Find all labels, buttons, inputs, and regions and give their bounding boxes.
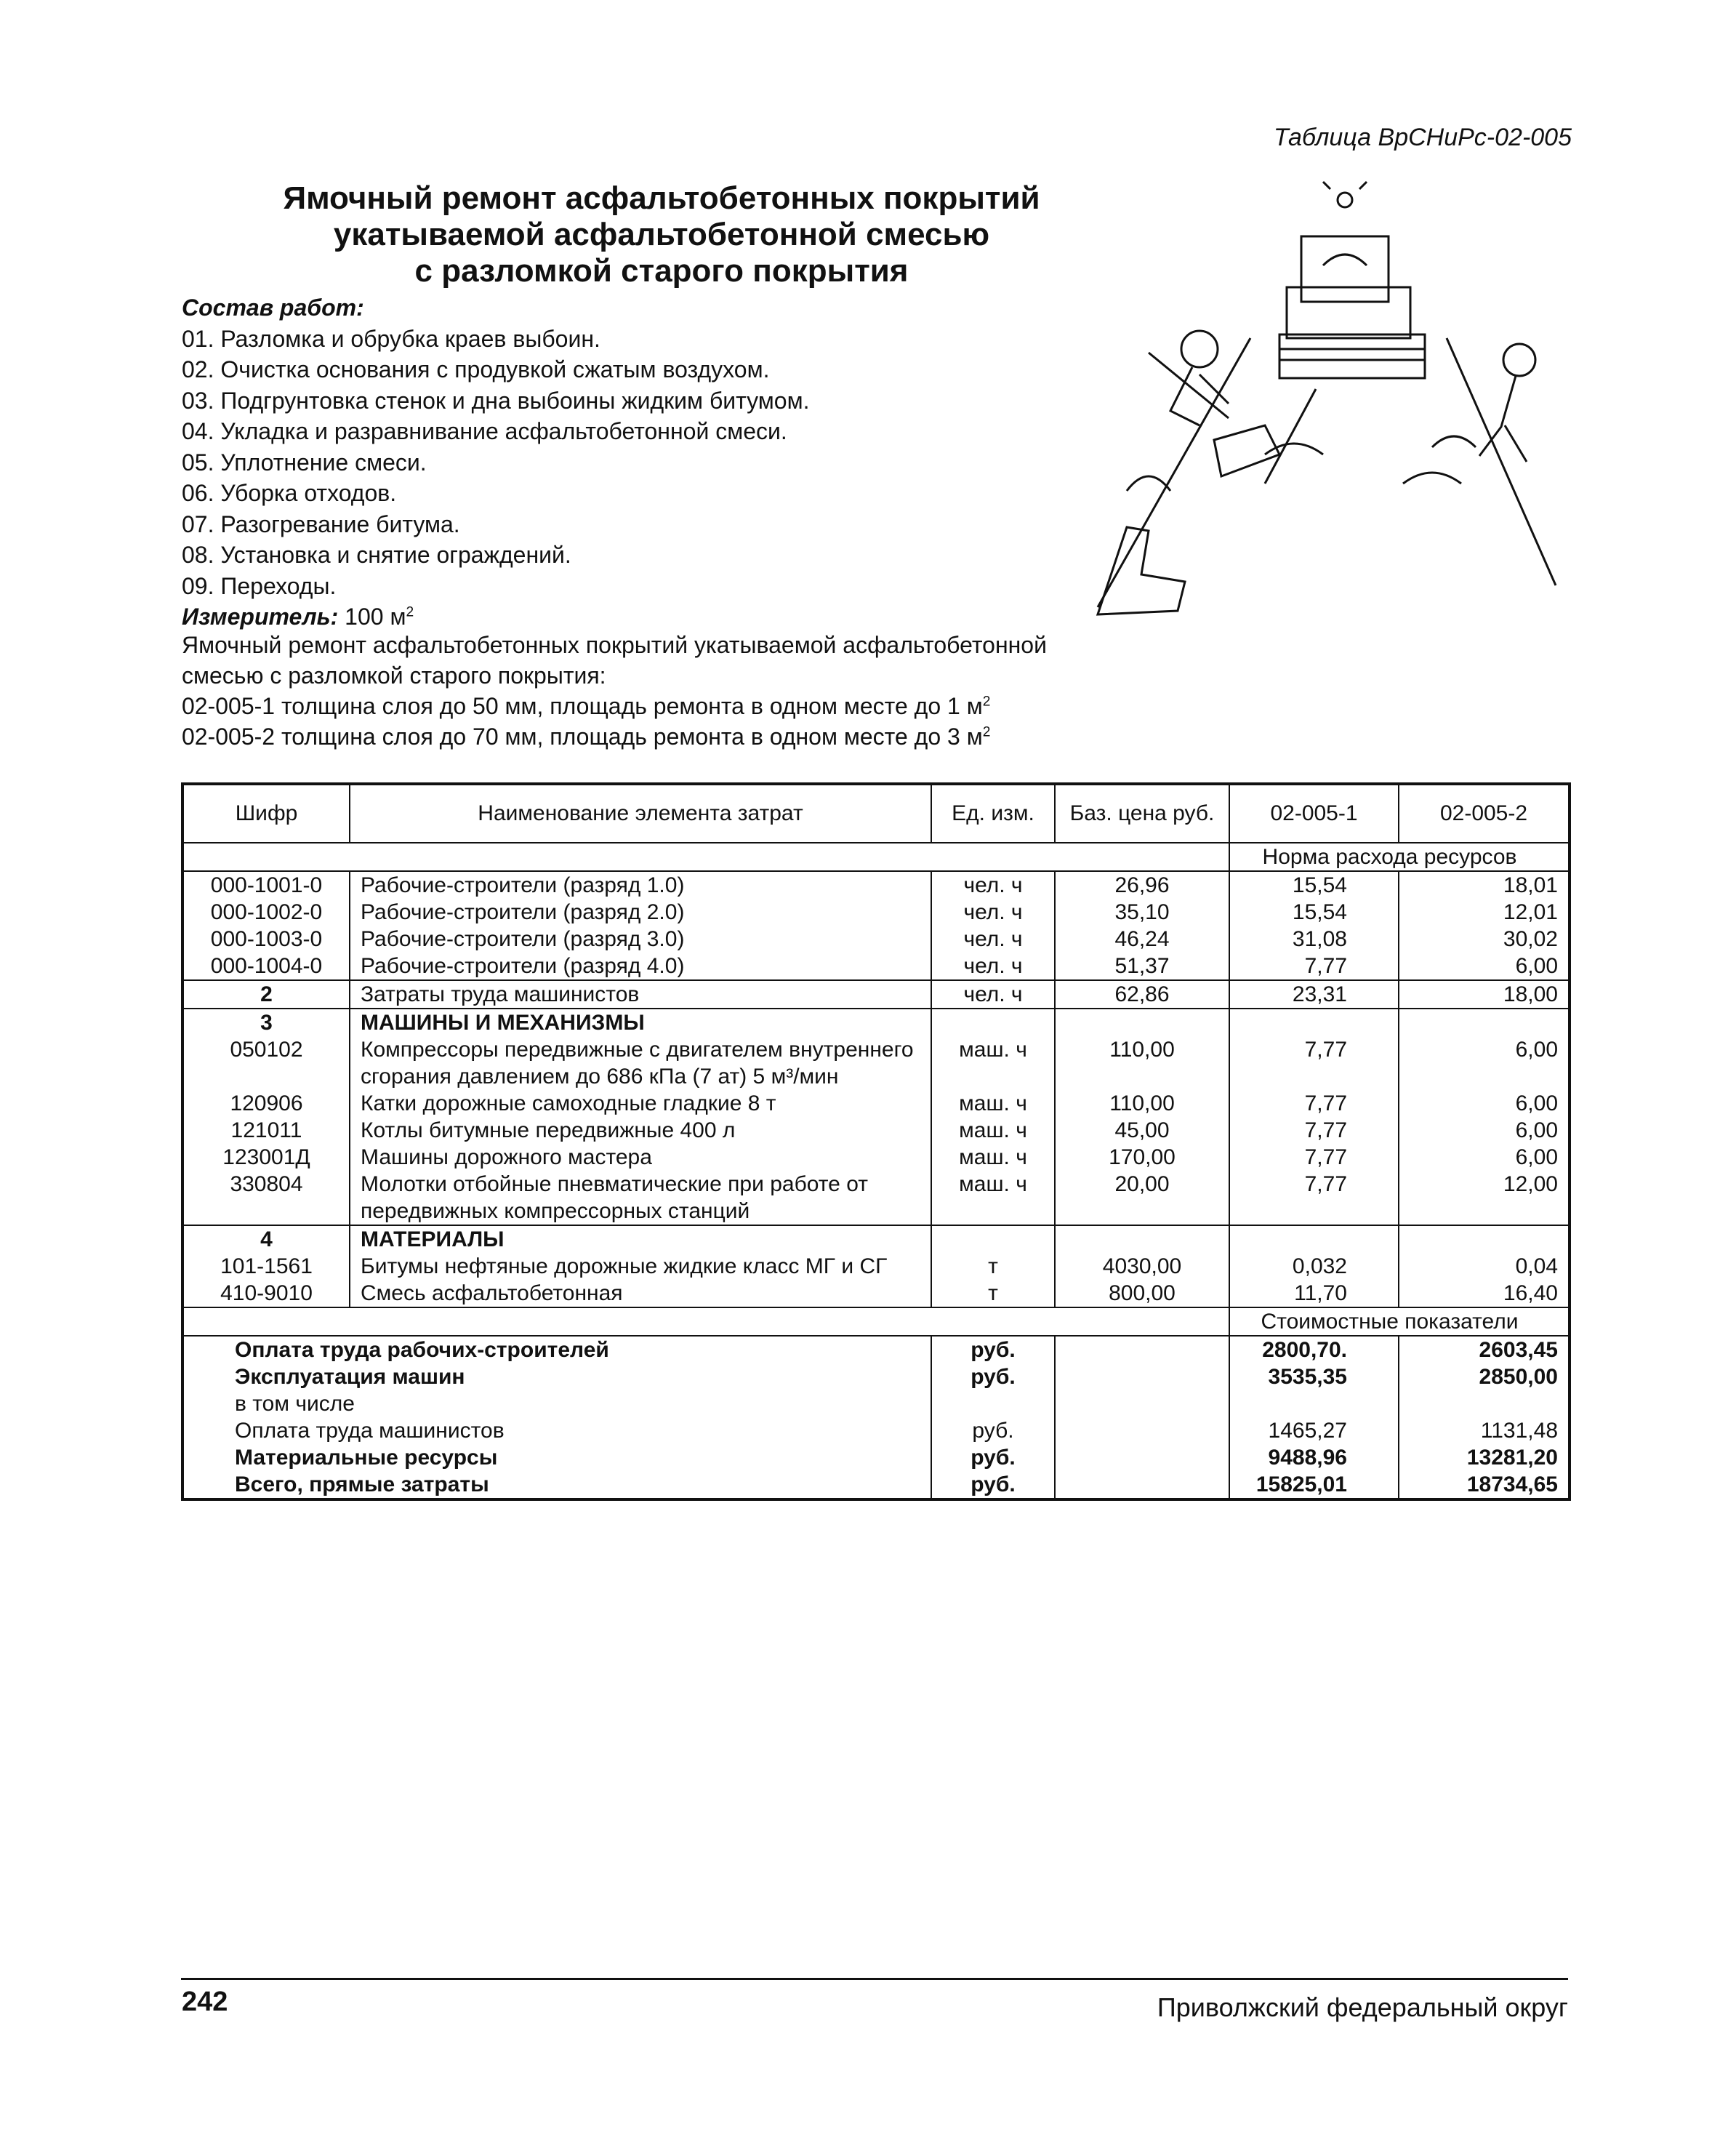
table-row: 000-1004-0 Рабочие-строители (разряд 4.0) чел. ч 51,37 7,77 6,00: [182, 953, 1570, 980]
col-price: Баз. цена руб.: [1055, 784, 1229, 843]
work-item: 04. Укладка и разравнивание асфальтобетонной смеси.: [182, 418, 787, 444]
table-row: 000-1001-0 Рабочие-строители (разряд 1.0) чел. ч 26,96 15,54 18,01: [182, 871, 1570, 899]
cost-row: в том числе: [182, 1390, 1570, 1417]
page-title: [182, 180, 1141, 289]
cost-subheader: Стоимостные показатели: [182, 1307, 1570, 1336]
table-row: 410-9010 Смесь асфальтобетонная т 800,00 11,70 16,40: [182, 1280, 1570, 1307]
col-variant-1: 02-005-1: [1229, 784, 1399, 843]
table-row: 101-1561 Битумы нефтяные дорожные жидкие класс МГ и СГ т 4030,00 0,032 0,04: [182, 1253, 1570, 1280]
work-item: 03. Подгрунтовка стенок и дна выбоины жидким битумом.: [182, 387, 810, 414]
work-item: 09. Переходы.: [182, 572, 337, 599]
col-name: Наименование элемента затрат: [350, 784, 931, 843]
table-header-row: [182, 784, 1570, 843]
variant-2: 02-005-2 толщина слоя до 70 мм, площадь ремонта в одном месте до 3 $м^2$: [182, 724, 991, 750]
table-row: 050102 Компрессоры передвижные с двигателем внутреннего сгорания давлением до 686 кПа (7 ат) 5 м³/мин маш. ч 110,00 7,77 6,00: [182, 1036, 1570, 1090]
work-item: 02. Очистка основания с продувкой сжатым воздухом.: [182, 356, 770, 382]
meter-value: 100 м: [345, 604, 406, 630]
cost-row: Оплата труда рабочих-строителей руб. 2800,70. 2603,45: [182, 1336, 1570, 1363]
table-row: 123001Д Машины дорожного мастера маш. ч 170,00 7,77 6,00: [182, 1144, 1570, 1171]
cost-table: [181, 782, 1571, 1501]
section-header-machines: 3 МАШИНЫ И МЕХАНИЗМЫ: [182, 1009, 1570, 1036]
works-label: Состав работ:: [182, 294, 364, 321]
table-row: 121011 Котлы битумные передвижные 400 л маш. ч 45,00 7,77 6,00: [182, 1117, 1570, 1144]
work-item: 05. Уплотнение смеси.: [182, 449, 427, 476]
table-row: 000-1003-0 Рабочие-строители (разряд 3.0) чел. ч 46,24 31,08 30,02: [182, 926, 1570, 953]
variant-1: 02-005-1 толщина слоя до 50 мм, площадь ремонта в одном месте до 1 $м^2$: [182, 693, 991, 719]
norm-subheader: Норма расхода ресурсов: [182, 843, 1570, 871]
cost-row: Всего, прямые затраты руб. 15825,01 18734,65: [182, 1471, 1570, 1499]
page-number: 242: [182, 1987, 228, 2017]
work-item: 01. Разломка и обрубка краев выбоин.: [182, 325, 600, 352]
col-code: Шифр: [182, 784, 350, 843]
col-unit: Ед. изм.: [931, 784, 1055, 843]
work-item: 07. Разогревание битума.: [182, 510, 460, 537]
table-row: 2 Затраты труда машинистов чел. ч 62,86 23,31 18,00: [182, 980, 1570, 1009]
meter-label: Измеритель:: [182, 604, 339, 630]
table-id: Таблица ВрСНиРс-02-005: [1273, 124, 1572, 151]
title-line-1: Ямочный ремонт асфальтобетонных покрытий: [283, 180, 1040, 216]
footer-region: Приволжский федеральный округ: [1157, 1992, 1568, 2022]
cost-row: Материальные ресурсы руб. 9488,96 13281,20: [182, 1444, 1570, 1471]
description-line-1: Ямочный ремонт асфальтобетонных покрытий укатываемой асфальтобетонной: [182, 632, 1047, 658]
description-line-2: смесью с разломкой старого покрытия:: [182, 662, 606, 689]
section-header-materials: 4 МАТЕРИАЛЫ: [182, 1225, 1570, 1253]
title-line-3: с разломкой старого покрытия: [414, 253, 909, 289]
cost-row: Эксплуатация машин руб. 3535,35 2850,00: [182, 1363, 1570, 1390]
road-repair-illustration: [1083, 178, 1570, 629]
col-variant-2: 02-005-2: [1399, 784, 1570, 843]
table-row: 330804 Молотки отбойные пневматические при работе от передвижных компрессорных станций маш. ч 20,00 7,77 12,00: [182, 1171, 1570, 1225]
work-item: 08. Установка и снятие ограждений.: [182, 542, 571, 568]
footer-divider: [181, 1978, 1568, 1980]
works-list: [182, 292, 809, 633]
description: [182, 630, 1199, 752]
table-row: 000-1002-0 Рабочие-строители (разряд 2.0) чел. ч 35,10 15,54 12,01: [182, 899, 1570, 926]
meter: [182, 601, 809, 633]
work-item: 06. Уборка отходов.: [182, 480, 397, 506]
title-line-2: укатываемой асфальтобетонной смесью: [333, 217, 990, 252]
cost-row: Оплата труда машинистов руб. 1465,27 1131,48: [182, 1417, 1570, 1444]
table-row: 120906 Катки дорожные самоходные гладкие 8 т маш. ч 110,00 7,77 6,00: [182, 1090, 1570, 1117]
meter-sup: 2: [406, 604, 414, 620]
